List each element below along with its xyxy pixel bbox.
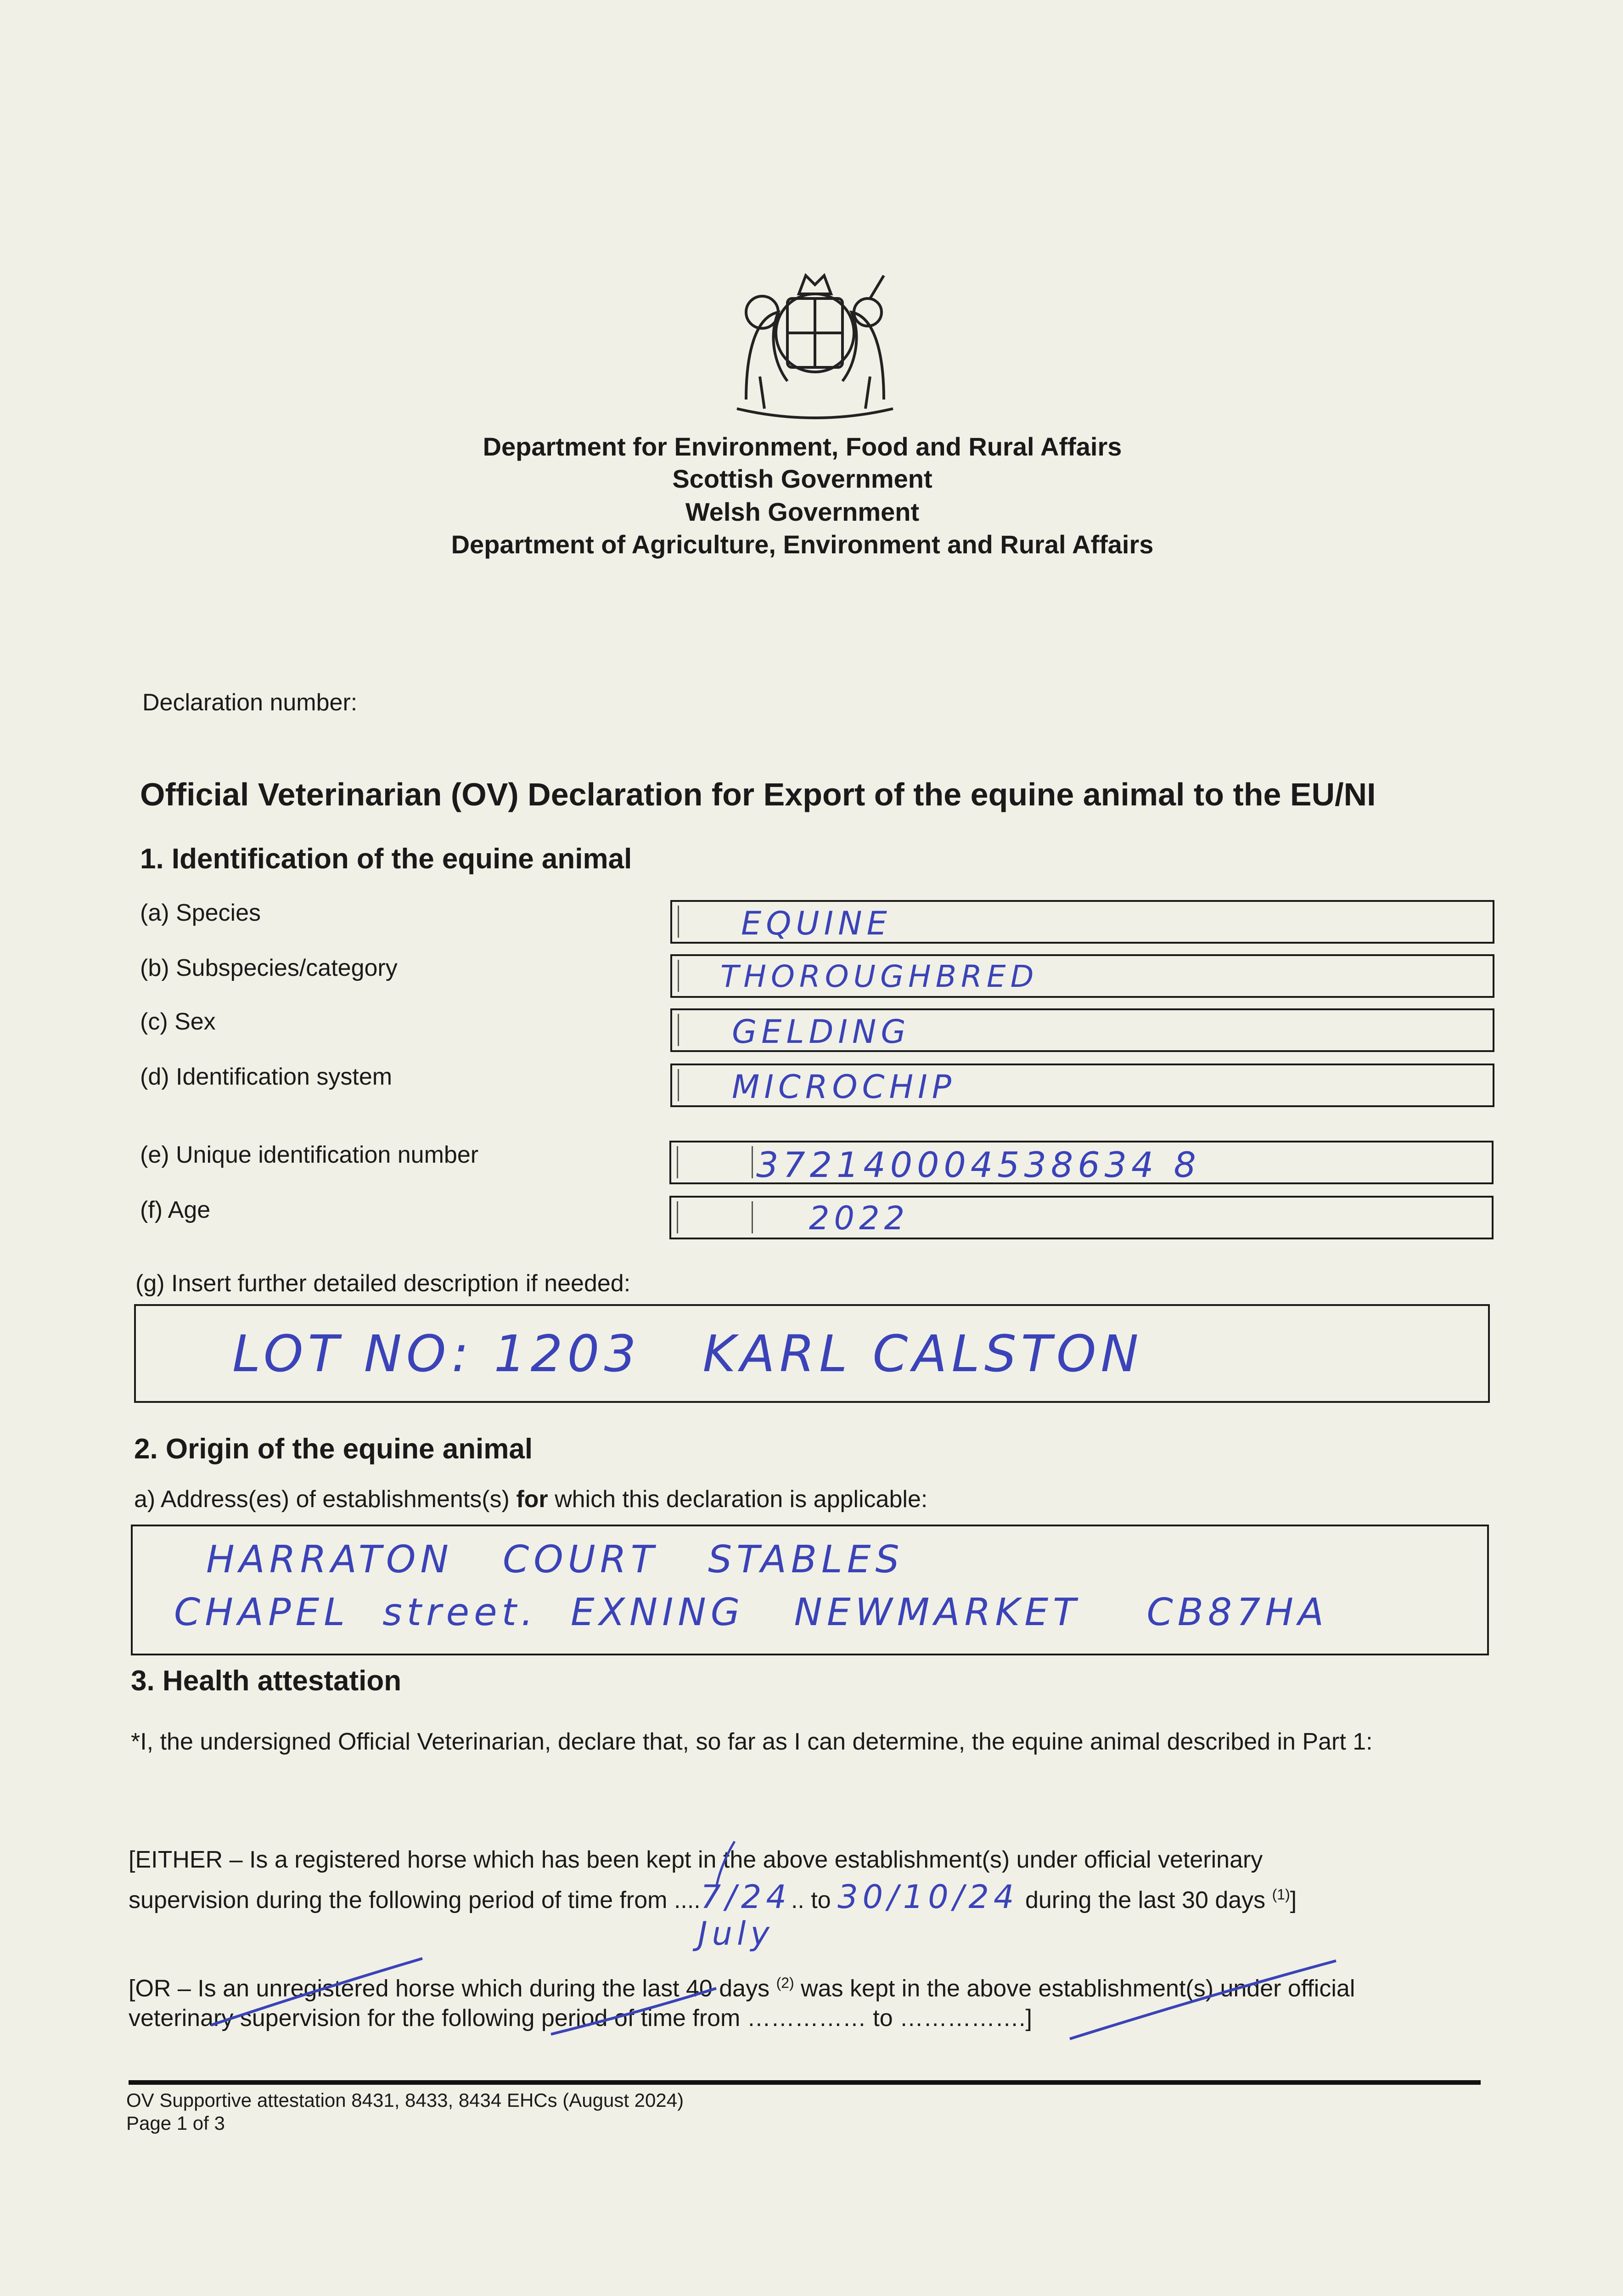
species-value: EQUINE xyxy=(741,905,892,942)
id-system-value: MICROCHIP xyxy=(732,1068,956,1106)
either-line-2: supervision during the following period of time from ....7/24.. to 30/10/24 during the last 30 days $^{(1)}$] xyxy=(129,1878,1297,1916)
section2-heading: 2. Origin of the equine animal xyxy=(134,1433,533,1465)
further-description-label: (g) Insert further detailed description if needed: xyxy=(135,1270,631,1297)
footer-line-1: OV Supportive attestation 8431, 8433, 8434 EHCs (August 2024) xyxy=(126,2089,684,2111)
id-system-label: (d) Identification system xyxy=(140,1064,393,1090)
species-label: (a) Species xyxy=(140,900,261,926)
dept-welsh-government: Welsh Government xyxy=(685,497,920,526)
health-intro: *I, the undersigned Official Veterinarian, declare that, so far as I can determine, the equine animal described in Part 1: xyxy=(131,1728,1373,1755)
subspecies-value: THOROUGHBRED xyxy=(720,959,1039,994)
dept-daera: Department of Agriculture, Environment and Rural Affairs xyxy=(451,530,1154,559)
section3-heading: 3. Health attestation xyxy=(131,1665,402,1697)
uid-label: (e) Unique identification number xyxy=(140,1142,479,1168)
either-to-date: 30/10/24 xyxy=(837,1878,1019,1916)
page-title: Official Veterinarian (OV) Declaration for Export of the equine animal to the EU/NI xyxy=(140,777,1376,812)
or-line-2: veterinary supervision for the following period of time from …………… to …………….] xyxy=(129,2005,1032,2032)
either-line-1: [EITHER – Is a registered horse which has been kept in the above establishment(s) under official veterinary xyxy=(129,1846,1263,1873)
address-label: a) Address(es) of establishments(s) for which this declaration is applicable: xyxy=(134,1486,928,1513)
age-value: 2022 xyxy=(809,1199,910,1237)
section1-heading: 1. Identification of the equine animal xyxy=(140,843,632,875)
dept-scottish-government: Scottish Government xyxy=(672,464,932,493)
address-line-1: HARRATON COURT STABLES xyxy=(206,1538,904,1581)
footer-page-number: Page 1 of 3 xyxy=(126,2112,225,2134)
sex-value: GELDING xyxy=(732,1013,910,1051)
dept-defra: Department for Environment, Food and Rural Affairs xyxy=(483,432,1122,461)
declaration-number-label: Declaration number: xyxy=(142,689,358,716)
subspecies-label: (b) Subspecies/category xyxy=(140,955,398,981)
footer-rule xyxy=(129,2080,1481,2085)
uid-value: 372140004538634 8 xyxy=(756,1144,1201,1185)
sex-label: (c) Sex xyxy=(140,1008,216,1035)
further-description-value: LOT NO: 1203 KARL CALSTON xyxy=(232,1324,1143,1383)
age-label: (f) Age xyxy=(140,1197,211,1223)
either-from-date: 7/24 xyxy=(700,1878,791,1916)
either-from-note: July xyxy=(698,1915,774,1953)
address-line-2: CHAPEL street. EXNING NEWMARKET CB87HA xyxy=(174,1591,1329,1634)
or-line-1: [OR – Is an unregistered horse which during the last 40 days $^{(2)}$ was kept in the above establishment(s) under official xyxy=(129,1975,1355,2002)
